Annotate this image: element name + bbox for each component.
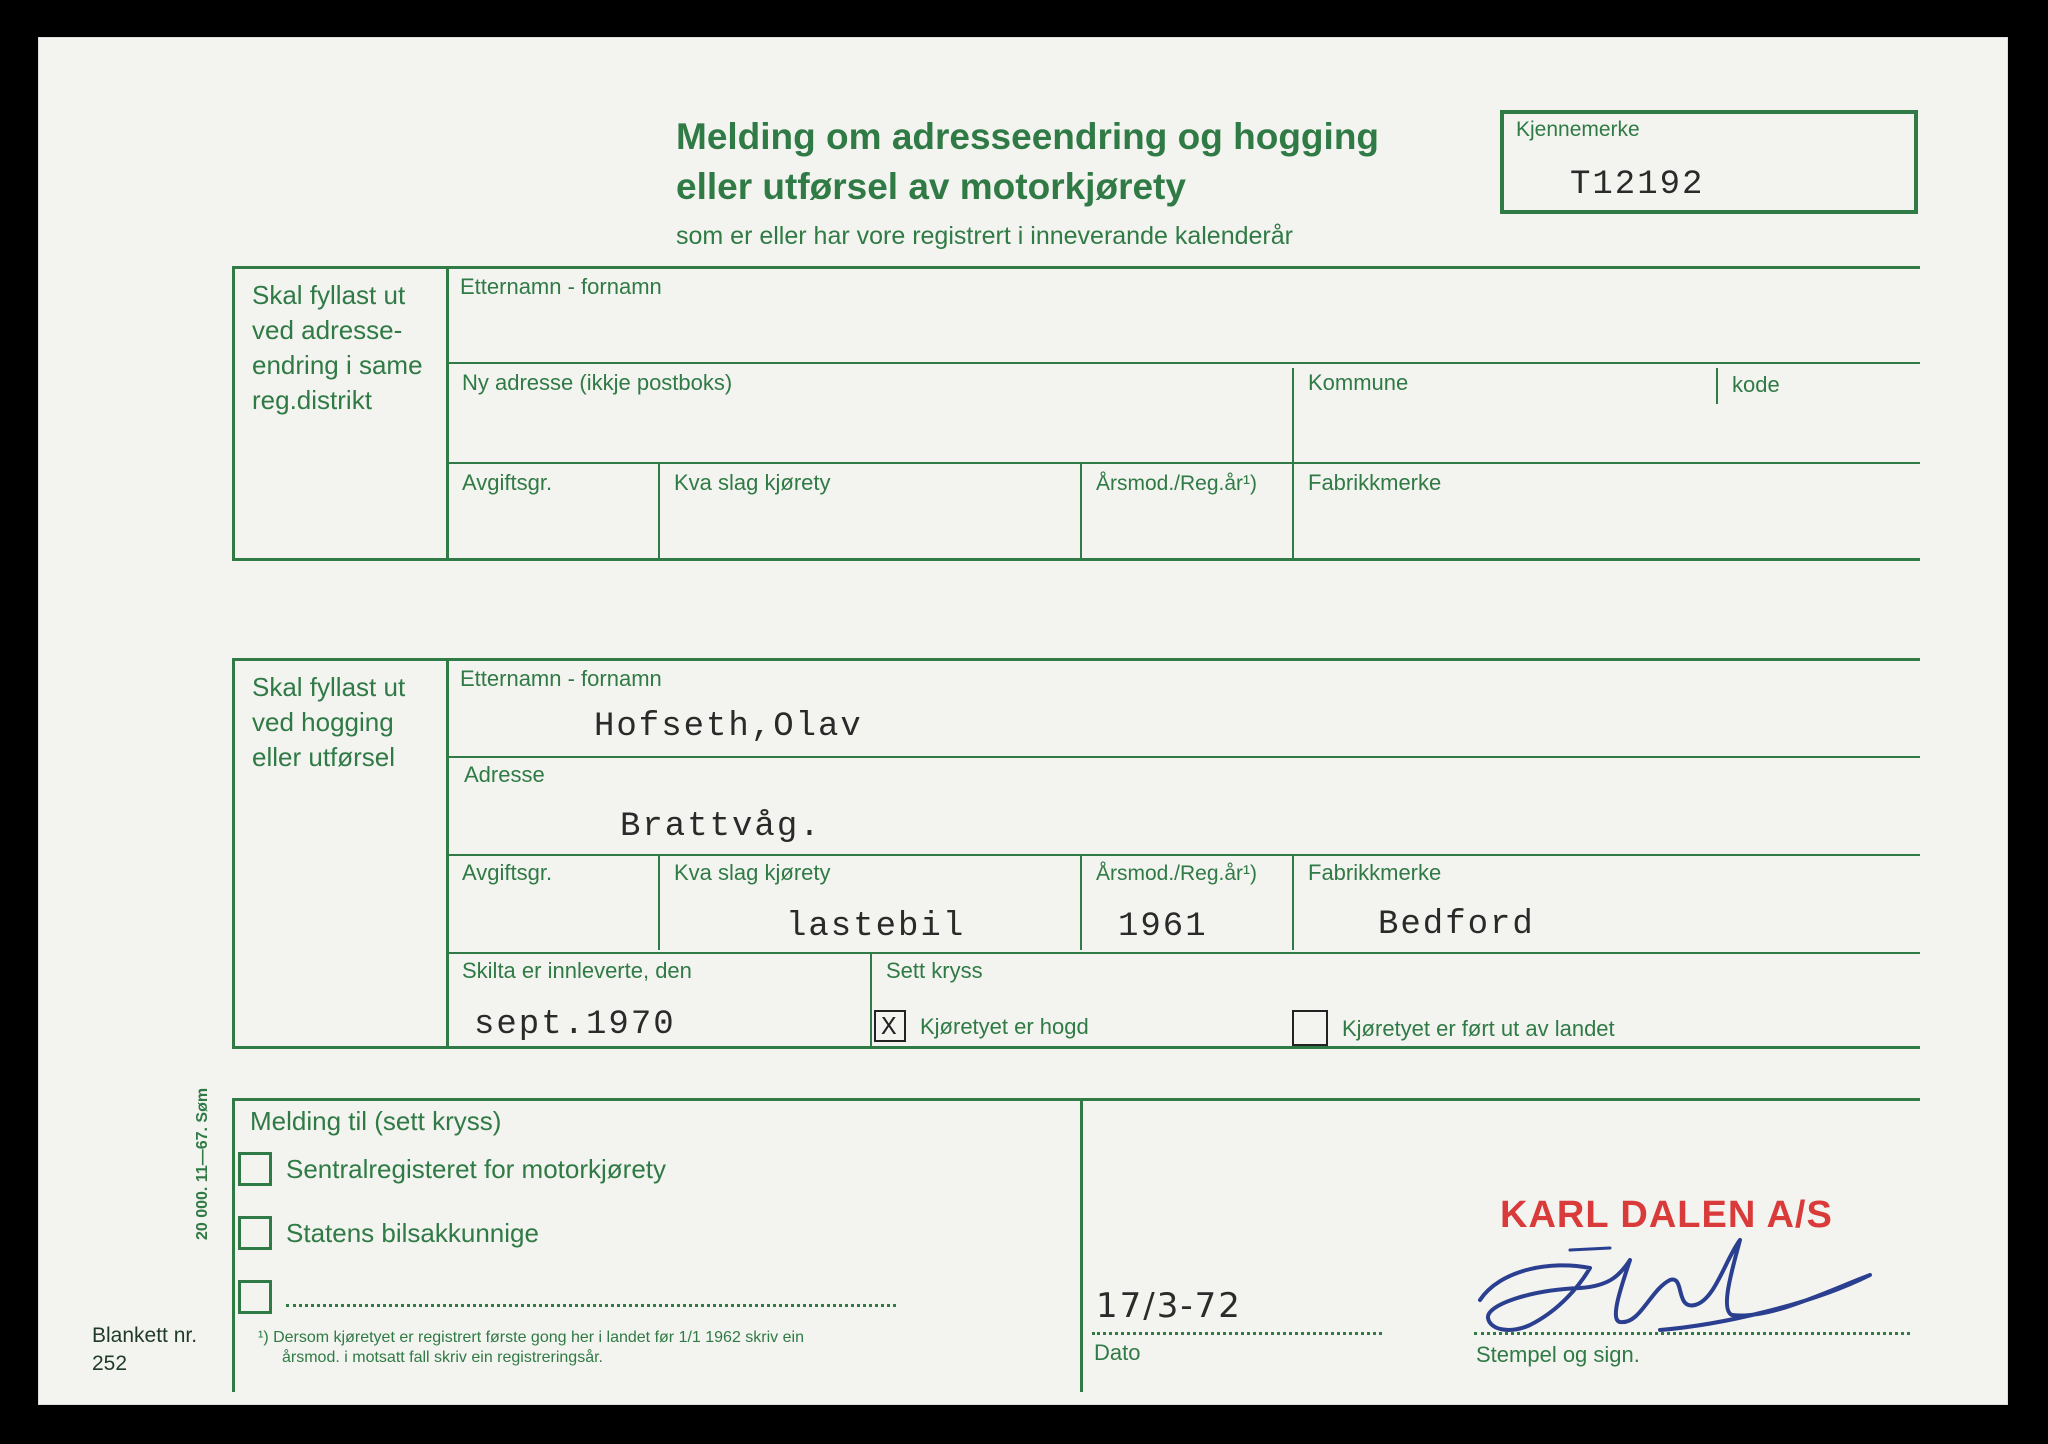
stempel-line xyxy=(1474,1332,1910,1335)
s2-col-line-kryss xyxy=(870,954,872,1046)
section2-top-border xyxy=(232,658,1920,661)
s1-adresse-field[interactable] xyxy=(460,398,1280,456)
s1-kode-label: kode xyxy=(1732,372,1780,397)
form-subtitle: som er eller har vore registrert i inneverande kalenderår xyxy=(676,222,1293,250)
s1-adresse-label: Ny adresse (ikkje postboks) xyxy=(462,370,733,395)
s2-fabrikk-value[interactable]: Bedford xyxy=(1378,906,1535,944)
melding-label: Melding til (sett kryss) xyxy=(250,1106,502,1136)
form-title-line1: Melding om adresseendring og hogging xyxy=(676,116,1380,157)
other-recipient-line[interactable] xyxy=(286,1304,896,1307)
s2-col-line-slag xyxy=(658,856,660,950)
s2-avgift-label: Avgiftsgr. xyxy=(462,860,553,885)
section2-divider xyxy=(446,658,449,1048)
s2-adresse-label: Adresse xyxy=(464,762,545,787)
print-code: 20 000. 11—67. Søm xyxy=(194,1087,211,1240)
dato-value[interactable]: 17/3-72 xyxy=(1096,1286,1242,1326)
footnote: ¹) Dersom kjøretyet er registrert første gong her i landet før 1/1 1962 skriv ein årsmod. i motsatt fall skriv ein registreringsår. xyxy=(258,1329,804,1366)
section2-instruction: Skal fyllast ut ved hogging eller utførsel xyxy=(252,672,406,772)
s2-adresse-value[interactable]: Brattvåg. xyxy=(620,808,822,846)
company-stamp: KARL DALEN A/S xyxy=(1500,1194,1833,1236)
sentralregister-label: Sentralregisteret for motorkjørety xyxy=(286,1154,667,1184)
s2-row-line-2 xyxy=(448,854,1920,856)
form-title-line2: eller utførsel av motorkjørety xyxy=(676,166,1186,207)
s1-kode-field[interactable] xyxy=(1722,404,1912,456)
s2-col-line-arsmod xyxy=(1080,856,1082,950)
s1-etternamn-field[interactable] xyxy=(460,300,1910,360)
section2-bottom-border xyxy=(232,1046,1920,1049)
s1-kommune-label: Kommune xyxy=(1308,370,1409,395)
s2-fabrikk-label: Fabrikkmerke xyxy=(1308,860,1442,885)
section3-divider xyxy=(1080,1098,1083,1392)
s2-col-line-fabrikk xyxy=(1292,856,1294,950)
section1-top-border xyxy=(232,266,1920,269)
dato-line xyxy=(1092,1332,1382,1335)
section3-top-border xyxy=(232,1098,1920,1101)
s2-skilta-value[interactable]: sept.1970 xyxy=(474,1006,676,1044)
s1-fabrikk-label: Fabrikkmerke xyxy=(1308,470,1442,495)
hogd-label: Kjøretyet er hogd xyxy=(920,1014,1089,1039)
kjennemerke-label: Kjennemerke xyxy=(1516,118,1640,141)
section2-left-border xyxy=(232,658,235,1048)
s2-skilta-label: Skilta er innleverte, den xyxy=(462,958,692,983)
s1-avgift-label: Avgiftsgr. xyxy=(462,470,553,495)
s2-etternamn-label: Etternamn - fornamn xyxy=(460,666,662,691)
s2-row-line-3 xyxy=(448,952,1920,954)
s1-col-line-fabrikk xyxy=(1292,464,1294,558)
s2-etternamn-value[interactable]: Hofseth,Olav xyxy=(594,708,863,746)
other-checkbox[interactable] xyxy=(238,1280,272,1314)
kjennemerke-value[interactable]: T12192 xyxy=(1570,166,1705,204)
utfort-checkbox[interactable] xyxy=(1292,1010,1328,1046)
s1-row-line-1 xyxy=(448,362,1920,364)
dato-label: Dato xyxy=(1094,1340,1141,1365)
section1-left-border xyxy=(232,266,235,560)
section1-divider xyxy=(446,266,449,560)
s1-arsmod-label: Årsmod./Reg.år¹) xyxy=(1096,472,1258,495)
bilsakkunnige-checkbox[interactable] xyxy=(238,1216,272,1250)
utfort-label: Kjøretyet er ført ut av landet xyxy=(1342,1016,1615,1041)
hogd-check-mark: X xyxy=(881,1012,897,1042)
sentralregister-checkbox[interactable] xyxy=(238,1152,272,1186)
s1-avgift-field[interactable] xyxy=(460,500,650,554)
s1-row-line-2 xyxy=(448,462,1920,464)
hogd-checkbox[interactable] xyxy=(874,1010,906,1042)
s1-etternamn-label: Etternamn - fornamn xyxy=(460,274,662,299)
s1-kommune-field[interactable] xyxy=(1300,398,1710,456)
s1-col-line-kommune xyxy=(1292,368,1294,462)
s2-arsmod-label: Årsmod./Reg.år¹) xyxy=(1096,862,1258,885)
s2-slag-label: Kva slag kjørety xyxy=(674,860,831,885)
s1-arsmod-field[interactable] xyxy=(1088,500,1284,554)
s2-sett-kryss-label: Sett kryss xyxy=(886,958,983,983)
s2-arsmod-value[interactable]: 1961 xyxy=(1118,908,1208,946)
blankett-number: Blankett nr. 252 xyxy=(92,1324,198,1375)
s1-col-line-kode xyxy=(1716,368,1718,404)
bilsakkunnige-label: Statens bilsakkunnige xyxy=(286,1218,539,1248)
s1-slag-field[interactable] xyxy=(666,500,1072,554)
s2-row-line-1 xyxy=(448,756,1920,758)
s1-col-line-slag xyxy=(658,464,660,558)
section3-left-border xyxy=(232,1098,235,1392)
s2-slag-value[interactable]: lastebil xyxy=(786,908,966,946)
section1-bottom-border xyxy=(232,558,1920,561)
s1-col-line-arsmod xyxy=(1080,464,1082,558)
s1-slag-label: Kva slag kjørety xyxy=(674,470,831,495)
s1-fabrikk-field[interactable] xyxy=(1300,500,1910,554)
section1-instruction: Skal fyllast ut ved adresse- endring i same reg.distrikt xyxy=(252,280,423,415)
stempel-label: Stempel og sign. xyxy=(1476,1342,1640,1367)
